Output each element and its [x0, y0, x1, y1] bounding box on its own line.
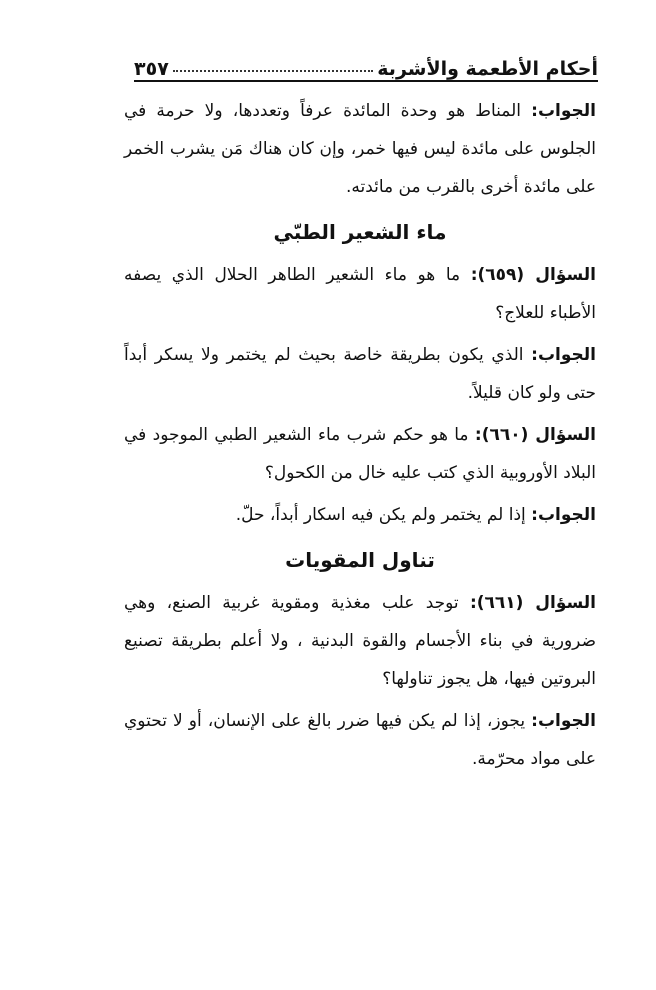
question-paragraph	[124, 256, 596, 332]
question-label: السؤال (٦٦٠):	[474, 425, 596, 445]
header-dot-leader	[173, 69, 373, 72]
answer-label: الجواب:	[531, 711, 596, 731]
running-title: أحكام الأطعمة والأشربة	[377, 58, 598, 80]
running-header	[134, 46, 598, 82]
answer-label: الجواب:	[531, 505, 596, 525]
question-text: توجد علب مغذية ومقوية غربية الصنع، وهي ضرورية في بناء الأجسام والقوة البدنية ، ولا أعلم بطريقة تصنيع البروتين فيها، هل يجوز تناولها؟	[124, 593, 596, 689]
answer-paragraph	[124, 92, 596, 206]
question-paragraph	[124, 416, 596, 492]
answer-label: الجواب:	[531, 345, 596, 365]
question-label: السؤال (٦٦١):	[469, 593, 596, 613]
section-heading: ماء الشعير الطبّي	[273, 220, 447, 244]
section-heading: تناول المقويات	[285, 548, 435, 572]
answer-text: يجوز، إذا لم يكن فيها ضرر بالغ على الإنسان، أو لا تحتوي على مواد محرّمة.	[124, 711, 596, 769]
answer-paragraph	[124, 496, 596, 534]
page-number: ٣٥٧	[134, 58, 169, 80]
page-body	[124, 92, 596, 782]
answer-paragraph	[124, 702, 596, 778]
question-label: السؤال (٦٥٩):	[470, 265, 597, 285]
question-paragraph	[124, 584, 596, 698]
question-text: ما هو ماء الشعير الطاهر الحلال الذي يصفه الأطباء للعلاج؟	[124, 265, 596, 323]
answer-text: الذي يكون بطريقة خاصة بحيث لم يختمر ولا يسكر أبداً حتى ولو كان قليلاً.	[124, 345, 596, 403]
answer-paragraph	[124, 336, 596, 412]
answer-label: الجواب:	[531, 101, 596, 121]
answer-text: المناط هو وحدة المائدة عرفاً وتعددها، ولا حرمة في الجلوس على مائدة ليس فيها خمر، وإن كان هناك مَن يشرب الخمر على مائدة أخرى بالقرب من مائدته.	[124, 101, 596, 197]
question-text: ما هو حكم شرب ماء الشعير الطبي الموجود في البلاد الأوروبية الذي كتب عليه خال من الكحول؟	[124, 425, 596, 483]
answer-text: إذا لم يختمر ولم يكن فيه اسكار أبداً، حلّ.	[235, 505, 532, 525]
